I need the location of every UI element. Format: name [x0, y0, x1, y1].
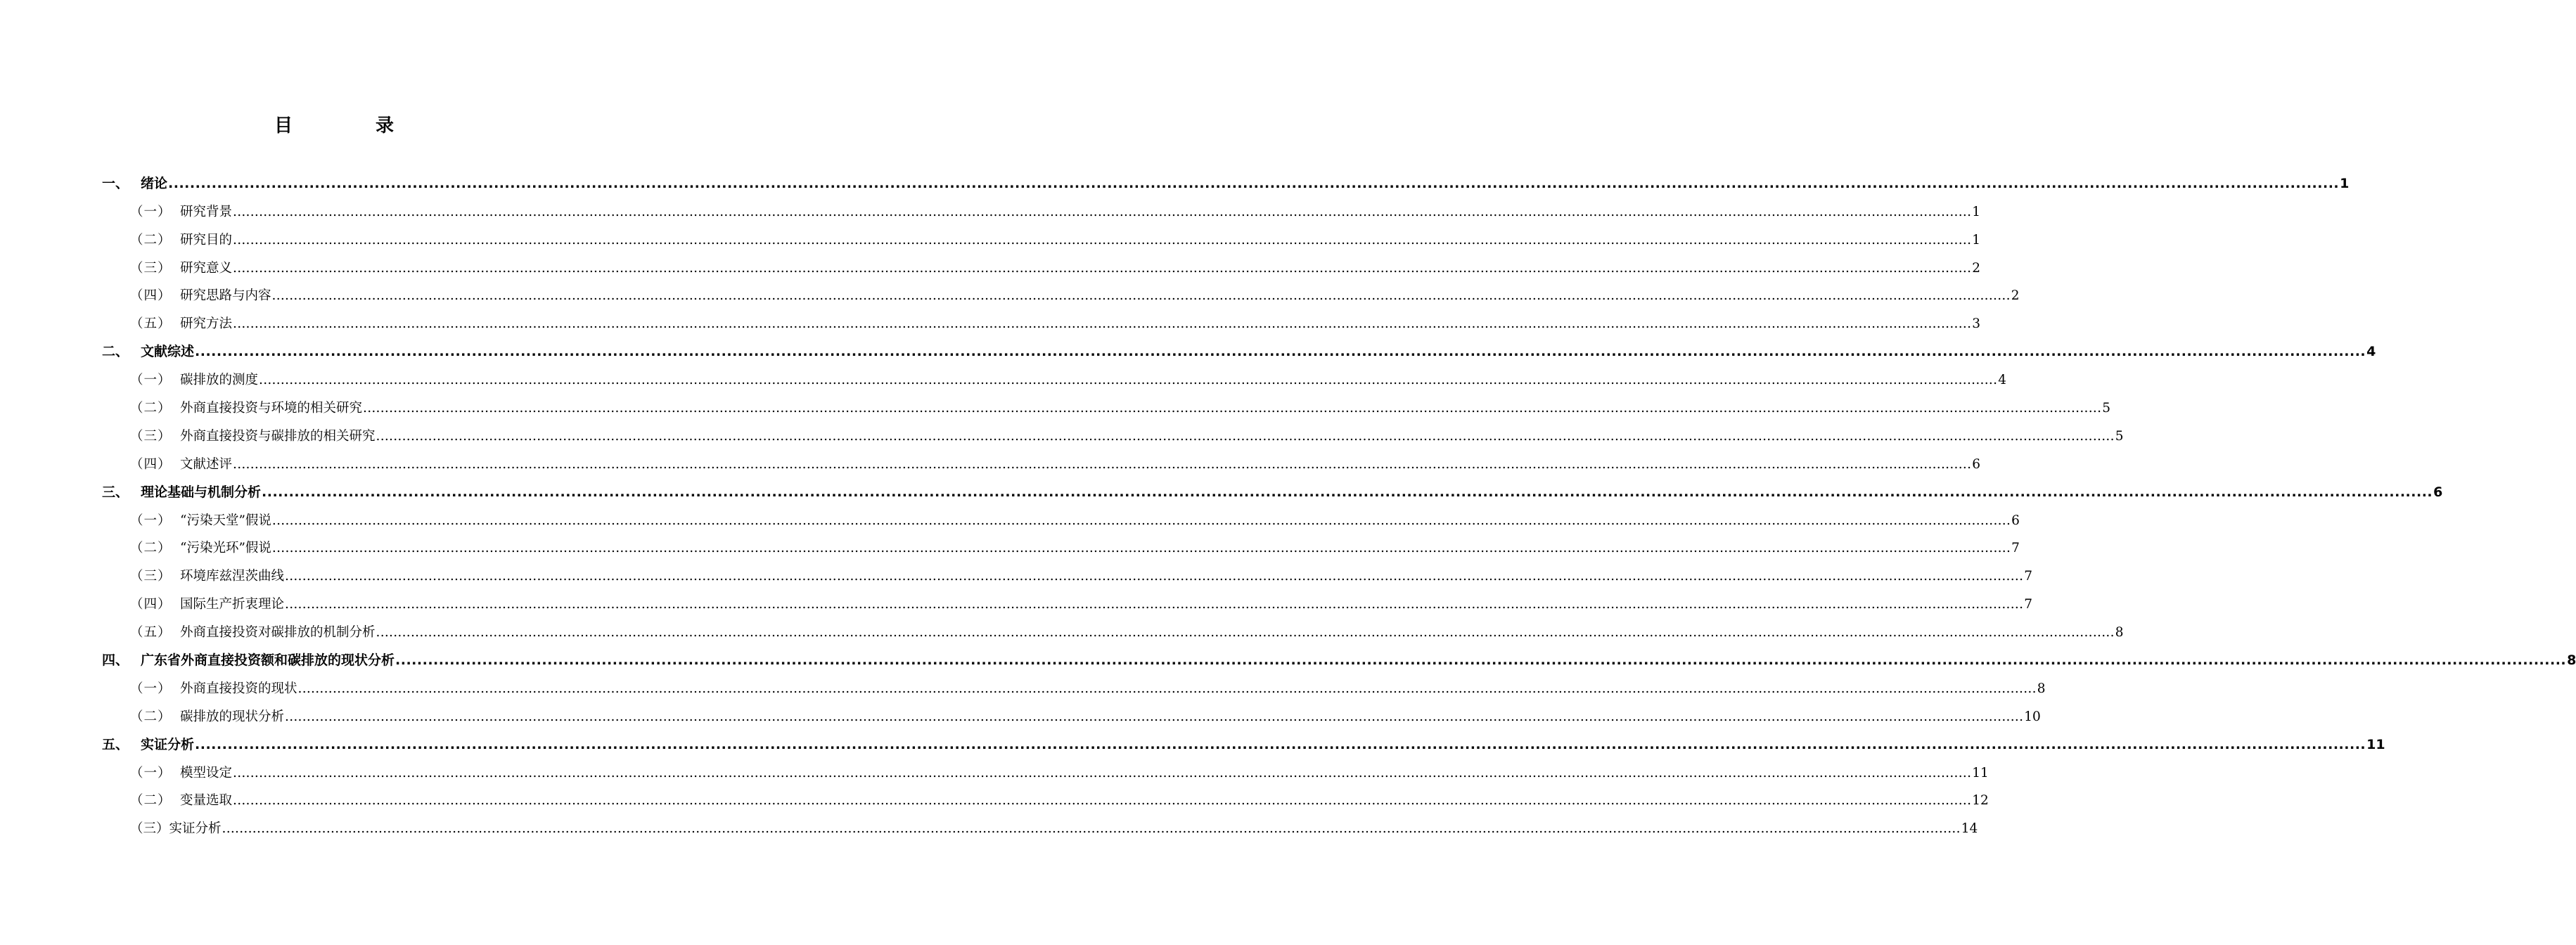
toc-section-entry[interactable]: [0, 615, 2124, 643]
toc-leader-dots: ................................................................................................................................................................................................................................................................................................................................................................................................................: [376, 625, 2115, 641]
toc-leader-dots: ................................................................................................................................................................................................................................................................................................................................................................................................................: [262, 484, 2433, 500]
toc-entry-label: 研究目的: [180, 230, 232, 248]
toc-entry-line: [180, 622, 2124, 641]
toc-entry-label: 广东省外商直接投资额和碳排放的现状分析: [141, 650, 395, 669]
toc-entry-label: 研究意义: [180, 258, 232, 276]
toc-leader-dots: ................................................................................................................................................................................................................................................................................................................................................................................................................: [222, 821, 1961, 837]
toc-entry-label: 碳排放的现状分析: [180, 707, 284, 725]
toc-page-number: 4: [2366, 344, 2376, 360]
toc-section-entry[interactable]: [0, 195, 1981, 223]
toc-entry-number: （一）: [130, 513, 172, 528]
toc-leader-dots: ................................................................................................................................................................................................................................................................................................................................................................................................................: [233, 765, 1972, 780]
toc-entry-line: [180, 202, 1981, 220]
toc-entry-label: 理论基础与机制分析: [141, 482, 261, 501]
toc-leader-dots: ................................................................................................................................................................................................................................................................................................................................................................................................................: [233, 456, 1972, 472]
toc-entry-line: [141, 650, 2576, 669]
toc-page-number: 2: [2011, 288, 2020, 304]
toc-entry-line: [180, 398, 2111, 416]
toc-list: [0, 167, 2576, 840]
toc-entry-number: （二）: [130, 541, 172, 556]
toc-entry-label: 外商直接投资与环境的相关研究: [180, 398, 362, 416]
toc-entry-label: 研究背景: [180, 202, 232, 220]
toc-leader-dots: ................................................................................................................................................................................................................................................................................................................................................................................................................: [233, 260, 1972, 276]
toc-entry-number: （一）: [130, 765, 172, 780]
toc-leader-dots: ................................................................................................................................................................................................................................................................................................................................................................................................................: [363, 401, 2102, 416]
toc-page-number: 6: [1972, 456, 1981, 472]
toc-entry-line: [141, 173, 2350, 192]
toc-entry-number: （三）: [130, 428, 172, 444]
toc-section-entry[interactable]: [0, 811, 1978, 840]
toc-entry-number: （一）: [130, 373, 172, 388]
toc-page-number: 2: [1972, 260, 1981, 276]
toc-entry-label: 外商直接投资与碳排放的相关研究: [180, 426, 376, 444]
toc-section-entry[interactable]: [0, 251, 1981, 279]
toc-entry-line: [180, 763, 1989, 781]
toc-page-number: 6: [2433, 484, 2443, 500]
toc-entry-number: （一）: [130, 681, 172, 696]
toc-entry-line: [180, 510, 2020, 529]
toc-entry-number: 一、: [102, 175, 129, 191]
toc-page-number: 6: [2011, 513, 2020, 528]
toc-entry-number: （五）: [130, 625, 172, 641]
toc-section-entry[interactable]: [0, 447, 1981, 475]
toc-entry-line: [180, 426, 2124, 444]
toc-page-number: 14: [1961, 821, 1978, 837]
toc-page-number: 8: [2567, 652, 2576, 669]
toc-entry-line: [180, 370, 2007, 388]
toc-entry-number: 四、: [102, 652, 129, 669]
toc-entry-number: （二）: [130, 793, 172, 809]
toc-leader-dots: ................................................................................................................................................................................................................................................................................................................................................................................................................: [233, 316, 1972, 332]
toc-entry-line: [180, 314, 1981, 332]
toc-leader-dots: ................................................................................................................................................................................................................................................................................................................................................................................................................: [233, 793, 1972, 809]
toc-entry-number: （二）: [130, 709, 172, 724]
toc-entry-line: [180, 566, 2033, 584]
toc-page-number: 1: [1972, 232, 1981, 248]
toc-entry-label: 研究思路与内容: [180, 285, 271, 304]
toc-section-entry[interactable]: [0, 587, 2033, 615]
toc-entry-number: （二）: [130, 401, 172, 416]
toc-entry-label: “污染光环”假说: [180, 538, 271, 556]
toc-page-number: 7: [2024, 597, 2033, 612]
toc-entry-label: 碳排放的测度: [180, 370, 258, 388]
toc-leader-dots: ................................................................................................................................................................................................................................................................................................................................................................................................................: [233, 204, 1972, 219]
toc-page-number: 11: [1972, 765, 1989, 780]
toc-entry-label: 外商直接投资的现状: [180, 679, 297, 697]
toc-entry-label: 绪论: [141, 173, 167, 192]
toc-chapter-entry[interactable]: [0, 728, 2385, 756]
toc-page-number: 3: [1972, 316, 1981, 332]
toc-entry-label: 变量选取: [180, 790, 232, 809]
toc-section-entry[interactable]: [0, 391, 2111, 419]
toc-entry-line: [180, 707, 2041, 725]
toc-leader-dots: ................................................................................................................................................................................................................................................................................................................................................................................................................: [168, 175, 2340, 191]
toc-page-number: 5: [2102, 401, 2111, 416]
toc-entry-line: [180, 285, 2020, 304]
toc-entry-label: 模型设定: [180, 763, 232, 781]
toc-section-entry[interactable]: [0, 363, 2007, 391]
toc-page-number: 8: [2115, 625, 2124, 641]
toc-section-entry[interactable]: [0, 279, 2020, 307]
toc-section-entry[interactable]: [0, 307, 1981, 335]
toc-entry-line: [141, 734, 2385, 753]
toc-entry-number: （四）: [130, 288, 172, 304]
toc-section-entry[interactable]: [0, 756, 1989, 784]
toc-leader-dots: ................................................................................................................................................................................................................................................................................................................................................................................................................: [195, 344, 2366, 360]
toc-entry-number: 五、: [102, 736, 129, 752]
toc-page-number: 12: [1972, 793, 1989, 809]
toc-leader-dots: ................................................................................................................................................................................................................................................................................................................................................................................................................: [271, 513, 2011, 528]
toc-leader-dots: ................................................................................................................................................................................................................................................................................................................................................................................................................: [285, 709, 2024, 724]
toc-leader-dots: ................................................................................................................................................................................................................................................................................................................................................................................................................: [271, 288, 2011, 304]
toc-page-number: 7: [2011, 541, 2020, 556]
toc-leader-dots: ................................................................................................................................................................................................................................................................................................................................................................................................................: [259, 373, 1998, 388]
toc-section-entry[interactable]: [0, 559, 2033, 587]
toc-leader-dots: ................................................................................................................................................................................................................................................................................................................................................................................................................: [395, 652, 2567, 669]
toc-entry-line: [180, 594, 2033, 612]
toc-leader-dots: ................................................................................................................................................................................................................................................................................................................................................................................................................: [285, 597, 2024, 612]
toc-leader-dots: ................................................................................................................................................................................................................................................................................................................................................................................................................: [271, 541, 2011, 556]
toc-entry-label: 文献述评: [180, 454, 232, 472]
toc-entry-number: （三）: [130, 260, 172, 276]
toc-page-number: 5: [2115, 428, 2124, 444]
toc-entry-label: 国际生产折衷理论: [180, 594, 284, 612]
toc-section-entry[interactable]: [0, 784, 1989, 812]
toc-section-entry[interactable]: [0, 532, 2020, 560]
toc-page-number: 1: [2340, 175, 2350, 191]
toc-section-entry[interactable]: [0, 223, 1981, 251]
toc-section-entry[interactable]: [0, 419, 2124, 447]
toc-entry-line: [141, 341, 2376, 360]
toc-entry-number: （一）: [130, 204, 172, 219]
toc-entry-number: 二、: [102, 344, 129, 360]
toc-chapter-entry[interactable]: [0, 335, 2376, 363]
toc-entry-line: [180, 790, 1989, 809]
toc-page-number: 1: [1972, 204, 1981, 219]
toc-title: 目 录: [274, 115, 426, 136]
toc-entry-label: “污染天堂”假说: [180, 510, 271, 529]
toc-section-entry[interactable]: [0, 671, 2046, 700]
toc-entry-line: [180, 258, 1981, 276]
toc-entry-label: 环境库兹涅茨曲线: [180, 566, 284, 584]
toc-leader-dots: ................................................................................................................................................................................................................................................................................................................................................................................................................: [285, 569, 2024, 584]
toc-section-entry[interactable]: [0, 503, 2020, 532]
toc-entry-line: [180, 454, 1981, 472]
toc-entry-label: 实证分析: [141, 734, 194, 753]
toc-entry-number: （五）: [130, 316, 172, 332]
toc-entry-label: （三）实证分析: [130, 818, 222, 837]
toc-entry-number: （四）: [130, 597, 172, 612]
toc-entry-number: （二）: [130, 232, 172, 248]
toc-leader-dots: ................................................................................................................................................................................................................................................................................................................................................................................................................: [376, 428, 2115, 444]
toc-entry-line: [141, 482, 2443, 501]
toc-page-number: 4: [1998, 373, 2007, 388]
toc-leader-dots: ................................................................................................................................................................................................................................................................................................................................................................................................................: [233, 232, 1972, 248]
toc-entry-label: 文献综述: [141, 341, 194, 360]
toc-entry-number: （四）: [130, 456, 172, 472]
toc-chapter-entry[interactable]: [0, 475, 2443, 503]
toc-entry-line: [180, 679, 2046, 697]
toc-entry-number: 三、: [102, 484, 129, 500]
toc-leader-dots: ................................................................................................................................................................................................................................................................................................................................................................................................................: [297, 681, 2037, 696]
toc-entry-line: [180, 538, 2020, 556]
toc-page-number: 11: [2366, 736, 2385, 752]
toc-page-number: 7: [2024, 569, 2033, 584]
toc-entry-label: 研究方法: [180, 314, 232, 332]
toc-chapter-entry[interactable]: [0, 643, 2576, 671]
toc-entry-label: 外商直接投资对碳排放的机制分析: [180, 622, 376, 641]
toc-page-number: 10: [2024, 709, 2041, 724]
toc-entry-line: [180, 230, 1981, 248]
toc-page-number: 8: [2037, 681, 2046, 696]
toc-chapter-entry[interactable]: [0, 167, 2350, 195]
toc-entry-line: [130, 818, 1978, 837]
toc-leader-dots: ................................................................................................................................................................................................................................................................................................................................................................................................................: [195, 736, 2366, 752]
toc-section-entry[interactable]: [0, 700, 2041, 728]
toc-entry-number: （三）: [130, 569, 172, 584]
